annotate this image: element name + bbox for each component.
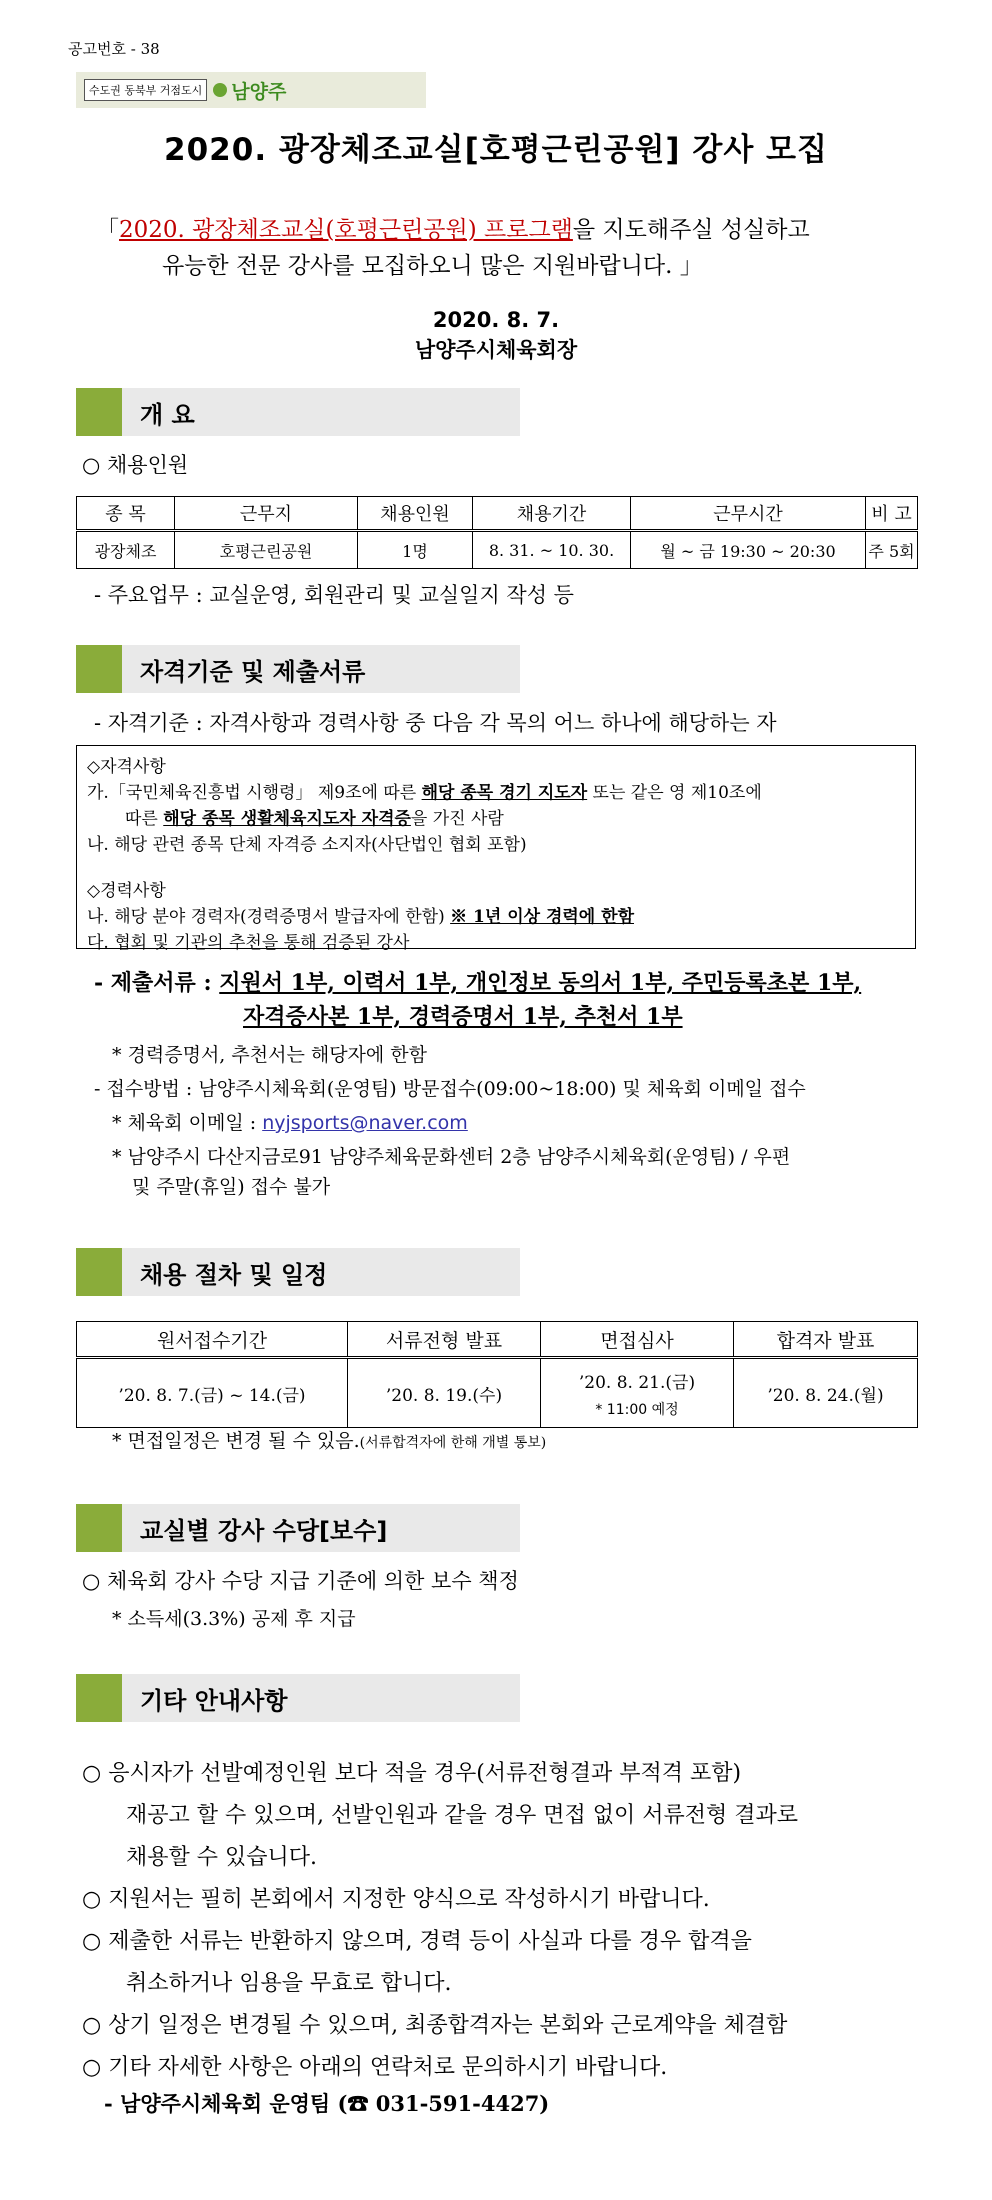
- intro-highlight: 2020. 광장체조교실(호평근린공원) 프로그램: [119, 217, 573, 243]
- schedule-note-main: * 면접일정은 변경 될 수 있음.: [112, 1430, 360, 1452]
- career-heading: ◇경력사항: [87, 881, 166, 901]
- table-cell: 광장체조: [77, 531, 175, 569]
- career-item-a: [87, 904, 905, 930]
- criteria-text: - 자격기준 : 자격사항과 경력사항 중 다음 각 목의 어느 하나에 해당하는 자: [94, 711, 777, 735]
- section-title: 자격기준 및 제출서류: [140, 657, 366, 686]
- intro-line-2: 유능한 전문 강사를 모집하오니 많은 지원바랍니다. 」: [162, 253, 703, 279]
- documents-note: * 경력증명서, 추천서는 해당자에 한함: [112, 1044, 428, 1066]
- pay-note: * 소득세(3.3%) 공제 후 지급: [112, 1608, 356, 1630]
- table-header-cell: 서류전형 발표: [348, 1322, 541, 1358]
- logo-mark-icon: [213, 83, 227, 97]
- etc-item: ○ 제출한 서류는 반환하지 않으며, 경력 등이 사실과 다를 경우 합격을: [82, 1929, 752, 1954]
- etc-item-cont: 채용할 수 있습니다.: [126, 1845, 317, 1870]
- section-title: 기타 안내사항: [140, 1686, 288, 1715]
- qual-text: 을 가진 사람: [410, 809, 504, 829]
- table-header-cell: 근무시간: [631, 497, 866, 531]
- career-item-b: 다. 협회 및 기관의 추천을 통해 검증된 강사: [87, 933, 410, 953]
- spacer: [87, 858, 905, 878]
- qual-text: 따른: [125, 809, 164, 829]
- main-duty-text: - 주요업무 : 교실운영, 회원관리 및 교실일지 작성 등: [94, 583, 574, 607]
- qualification-box: [76, 745, 916, 953]
- section-header-schedule: [76, 1248, 520, 1296]
- section-bar: [76, 1248, 122, 1296]
- etc-item-cont: 재공고 할 수 있으며, 선발인원과 같을 경우 면접 없이 서류전형 결과로: [126, 1803, 798, 1828]
- table-header-cell: 종 목: [77, 497, 175, 531]
- documents-list: 자격증사본 1부, 경력증명서 1부, 추천서 1부: [243, 1004, 683, 1030]
- email-link[interactable]: nyjsports@naver.com: [262, 1112, 468, 1134]
- page-title: 2020. 광장체조교실[호평근린공원] 강사 모집: [164, 132, 828, 168]
- logo-main-label: 남양주: [231, 80, 287, 103]
- table-row: [77, 1358, 918, 1428]
- table-header-cell: 채용기간: [473, 497, 631, 531]
- overview-table: [76, 496, 918, 569]
- qual-emphasis: 해당 종목 경기 지도자: [421, 783, 588, 803]
- table-cell: 월 ~ 금 19:30 ~ 20:30: [631, 531, 866, 569]
- email-label: * 체육회 이메일 :: [112, 1112, 263, 1134]
- table-cell: 1명: [358, 531, 473, 569]
- table-header-cell: 채용인원: [358, 497, 473, 531]
- logo-main-text: [213, 77, 286, 104]
- section-title: 교실별 강사 수당[보수]: [140, 1516, 388, 1545]
- table-header-cell: 근무지: [175, 497, 358, 531]
- table-header-cell: 면접심사: [541, 1322, 734, 1358]
- table-header-row: [77, 1322, 918, 1358]
- section-title: 채용 절차 및 일정: [140, 1260, 328, 1289]
- date-text: 2020. 8. 7.: [432, 308, 560, 332]
- notice-number: 공고번호 - 38: [68, 40, 160, 58]
- schedule-table: [76, 1321, 918, 1428]
- table-cell: 주 5회: [866, 531, 918, 569]
- intro-open-bracket: 「: [96, 217, 119, 243]
- section-header-overview: [76, 388, 520, 436]
- qual-emphasis: 해당 종목 생활체육지도자 자격증: [163, 809, 411, 829]
- schedule-note: [112, 1426, 546, 1453]
- documents-line-2: [243, 1000, 683, 1031]
- logo-small-text: 수도권 동북부 거점도시: [84, 79, 207, 101]
- interview-note: * 11:00 예정: [595, 1401, 679, 1418]
- qual-emphasis: ※ 1년 이상 경력에 한함: [450, 907, 634, 927]
- section-header-pay: [76, 1504, 520, 1552]
- table-header-row: [77, 497, 918, 531]
- qual-item-a: [87, 780, 905, 806]
- intro-rest: 을 지도해주실 성실하고: [572, 217, 810, 243]
- qual-heading: ◇자격사항: [87, 757, 166, 777]
- table-cell: ’20. 8. 7.(금) ~ 14.(금): [77, 1358, 348, 1428]
- table-cell: ’20. 8. 24.(월): [734, 1358, 918, 1428]
- recruit-count-label: ○ 채용인원: [82, 453, 189, 477]
- section-bar: [76, 645, 122, 693]
- intro-paragraph: [96, 212, 916, 284]
- table-cell: [541, 1358, 734, 1428]
- address-line-1: * 남양주시 다산지금로91 남양주체육문화센터 2층 남양주시체육회(운영팀) / 우편: [112, 1146, 791, 1168]
- section-bar: [76, 388, 122, 436]
- section-header-qualification: [76, 645, 520, 693]
- qual-item-a-cont: [87, 806, 905, 832]
- documents-line-1: [94, 966, 861, 997]
- documents-label: - 제출서류 :: [94, 970, 220, 996]
- etc-list: [82, 1753, 932, 2089]
- table-header-cell: 비 고: [866, 497, 918, 531]
- schedule-note-sub: (서류합격자에 한해 개별 통보): [359, 1435, 547, 1451]
- pay-text: ○ 체육회 강사 수당 지급 기준에 의한 보수 책정: [82, 1569, 519, 1593]
- contact-info: - 남양주시체육회 운영팀 (☎ 031-591-4427): [104, 2091, 550, 2116]
- table-cell: ’20. 8. 19.(수): [348, 1358, 541, 1428]
- section-header-etc: [76, 1674, 520, 1722]
- etc-item: ○ 응시자가 선발예정인원 보다 적을 경우(서류전형결과 부적격 포함): [82, 1761, 742, 1786]
- table-cell: 8. 31. ~ 10. 30.: [473, 531, 631, 569]
- qual-text: 가.「국민체육진흥법 시행령」 제9조에 따른: [87, 783, 422, 803]
- submission-method: - 접수방법 : 남양주시체육회(운영팀) 방문접수(09:00~18:00) 및 체육회 이메일 접수: [94, 1078, 806, 1100]
- table-header-cell: 원서접수기간: [77, 1322, 348, 1358]
- qual-text: 나. 해당 분야 경력자(경력증명서 발급자에 한함): [87, 907, 451, 927]
- organization-name: 남양주시체육회장: [414, 338, 578, 362]
- intro-line-1: [96, 212, 916, 248]
- interview-date: ’20. 8. 21.(금): [578, 1372, 696, 1393]
- table-cell: 호평근린공원: [175, 531, 358, 569]
- email-line: [112, 1108, 468, 1135]
- announcement-date: [0, 305, 992, 365]
- documents-list: 지원서 1부, 이력서 1부, 개인정보 동의서 1부, 주민등록초본 1부,: [219, 970, 862, 996]
- table-row: [77, 531, 918, 569]
- address-line-2: 및 주말(휴일) 접수 불가: [132, 1176, 331, 1198]
- table-header-cell: 합격자 발표: [734, 1322, 918, 1358]
- qual-text: 또는 같은 영 제10조에: [587, 783, 762, 803]
- section-bar: [76, 1504, 122, 1552]
- etc-item: ○ 기타 자세한 사항은 아래의 연락처로 문의하시기 바랍니다.: [82, 2055, 668, 2080]
- logo: [76, 72, 426, 108]
- etc-item: ○ 지원서는 필히 본회에서 지정한 양식으로 작성하시기 바랍니다.: [82, 1887, 710, 1912]
- qual-item-b: 나. 해당 관련 종목 단체 자격증 소지자(사단법인 협회 포함): [87, 835, 527, 855]
- etc-item: ○ 상기 일정은 변경될 수 있으며, 최종합격자는 본회와 근로계약을 체결함: [82, 2013, 788, 2038]
- section-title: 개 요: [140, 400, 195, 429]
- section-bar: [76, 1674, 122, 1722]
- etc-item-cont: 취소하거나 임용을 무효로 합니다.: [126, 1971, 452, 1996]
